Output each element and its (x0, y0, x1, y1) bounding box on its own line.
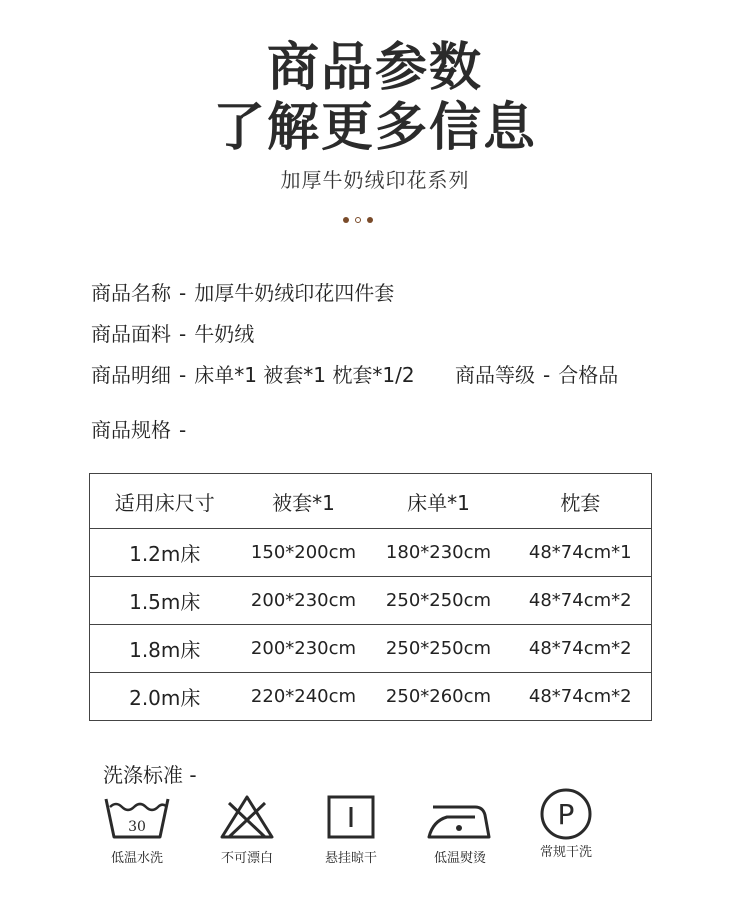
table-cell: 48*74cm*1 (510, 529, 652, 577)
info-separator: - (179, 418, 187, 442)
table-row (90, 673, 652, 721)
table-cell: 150*200cm (240, 529, 368, 577)
care-item (420, 793, 500, 866)
wash-temp: 30 (128, 819, 146, 835)
table-row (90, 529, 652, 577)
table-header-cell: 适用床尺寸 (90, 474, 240, 529)
table-cell: 250*260cm (385, 686, 492, 707)
info-value: 合格品 (558, 363, 619, 387)
hang-dry-icon (325, 793, 377, 841)
info-label: 商品等级 (455, 363, 535, 387)
table-header-cell: 被套*1 (240, 474, 368, 529)
wash-30-icon (102, 793, 172, 841)
info-value: 床单*1 被套*1 枕套*1/2 (194, 363, 415, 387)
care-title: 洗涤标准 - (103, 763, 197, 787)
info-value: 加厚牛奶绒印花四件套 (194, 281, 395, 305)
care-label: 低温熨烫 (433, 851, 486, 866)
info-label: 商品规格 (91, 418, 171, 442)
table-cell: 48*74cm*2 (510, 577, 652, 625)
info-separator: - (179, 281, 187, 305)
table-cell: 1.5m床 (90, 577, 240, 625)
dry-clean-p-icon (539, 787, 593, 841)
table-cell: 200*230cm (240, 577, 368, 625)
table-cell: 1.2m床 (90, 529, 240, 577)
dot-icon (355, 217, 361, 223)
spec-table (89, 473, 652, 721)
info-label: 商品名称 (91, 281, 171, 305)
care-label: 低温水洗 (110, 851, 163, 866)
page-title-line2: 了解更多信息 (212, 98, 537, 158)
table-header-row (90, 474, 652, 529)
info-separator: - (543, 363, 551, 387)
table-row (90, 577, 652, 625)
dot-icon (367, 217, 373, 223)
page-subtitle: 加厚牛奶绒印花系列 (280, 168, 470, 192)
table-header-cell: 床单*1 (368, 474, 510, 529)
dot-icon (343, 217, 349, 223)
care-item (311, 793, 391, 866)
decorative-dots (343, 217, 373, 223)
table-cell: 48*74cm*2 (510, 625, 652, 673)
info-label: 商品明细 (91, 363, 171, 387)
care-item (207, 793, 287, 866)
info-row-fabric (91, 318, 254, 347)
care-label: 常规干洗 (539, 845, 592, 860)
table-cell: 2.0m床 (129, 686, 201, 710)
table-header-cell: 枕套 (510, 474, 652, 529)
info-separator: - (179, 363, 187, 387)
info-row-name (91, 277, 394, 306)
iron-low-icon (425, 793, 495, 841)
table-cell: 220*240cm (250, 686, 357, 707)
dry-clean-letter: P (557, 798, 575, 831)
table-cell: 48*74cm*2 (528, 686, 632, 707)
table-cell: 250*250cm (368, 625, 510, 673)
info-row-grade (455, 359, 618, 388)
table-cell: 200*230cm (240, 625, 368, 673)
care-label: 不可漂白 (220, 851, 273, 866)
info-label: 商品面料 (91, 322, 171, 346)
info-value: 牛奶绒 (194, 322, 255, 346)
no-bleach-icon (217, 793, 277, 841)
care-item (526, 793, 606, 860)
table-cell: 180*230cm (368, 529, 510, 577)
table-row (90, 625, 652, 673)
info-row-spec (91, 414, 194, 443)
table-cell: 250*250cm (368, 577, 510, 625)
page-title-line1: 商品参数 (266, 38, 483, 98)
care-label: 悬挂晾干 (324, 851, 377, 866)
info-separator: - (179, 322, 187, 346)
care-item (97, 793, 177, 866)
table-cell: 1.8m床 (90, 625, 240, 673)
info-row-detail (91, 359, 415, 388)
